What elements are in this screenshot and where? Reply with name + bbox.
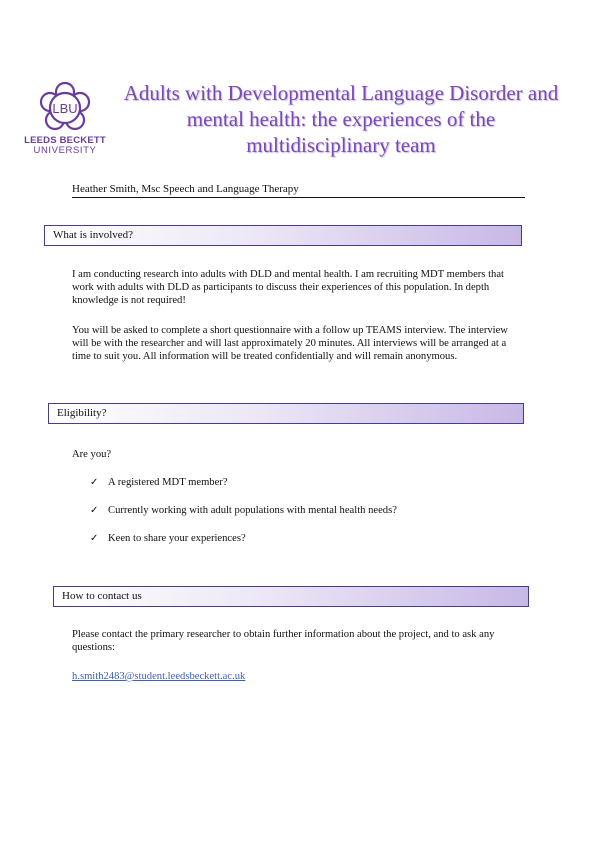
university-logo xyxy=(20,80,110,160)
section-heading-contact: How to contact us xyxy=(53,586,529,607)
title-line-3: multidisciplinary team xyxy=(246,133,436,157)
logo-line-1: LEEDS BECKETT xyxy=(24,135,106,146)
section-heading-involved: What is involved? xyxy=(44,225,522,246)
logo-wordmark xyxy=(20,136,110,156)
email-link[interactable]: h.smith2483@student.leedsbeckett.ac.uk xyxy=(72,671,246,682)
title-line-2: mental health: the experiences of the xyxy=(186,107,496,131)
page-title xyxy=(108,80,574,158)
eligibility-checklist xyxy=(90,476,397,560)
checkmark-icon: ✓ xyxy=(90,477,99,488)
section-heading-eligibility: Eligibility? xyxy=(48,403,524,424)
checkmark-icon: ✓ xyxy=(90,505,99,516)
logo-line-2: UNIVERSITY xyxy=(33,145,97,156)
contact-text: Please contact the primary researcher to obtain further information about the project, and to ask any questions: xyxy=(72,629,495,653)
author-line: Heather Smith, Msc Speech and Language Therapy xyxy=(72,183,525,198)
eligibility-item-text: A registered MDT member? xyxy=(108,477,228,488)
rose-emblem-icon xyxy=(36,80,94,134)
list-item xyxy=(90,476,397,489)
list-item xyxy=(90,532,397,545)
list-item xyxy=(90,504,397,517)
eligibility-item-text: Keen to share your experiences? xyxy=(108,533,246,544)
logo-monogram: LBU xyxy=(52,101,78,116)
checkmark-icon: ✓ xyxy=(90,533,99,544)
involved-paragraph-2: You will be asked to complete a short questionnaire with a follow up TEAMS interview. The interview will be with the researcher and will last approximately 20 minutes. All interviews will be arranged at a time to suit you. All information will be treated confidentially and will remain anonymous. xyxy=(72,325,508,362)
eligibility-item-text: Currently working with adult populations with mental health needs? xyxy=(108,505,397,516)
eligibility-intro: Are you? xyxy=(72,449,112,460)
title-line-1: Adults with Developmental Language Disorder and xyxy=(123,81,559,105)
involved-paragraph-1: I am conducting research into adults with DLD and mental health. I am recruiting MDT members that work with adults with DLD as participants to discuss their experiences of this population. In depth knowledge is not required! xyxy=(72,269,504,306)
